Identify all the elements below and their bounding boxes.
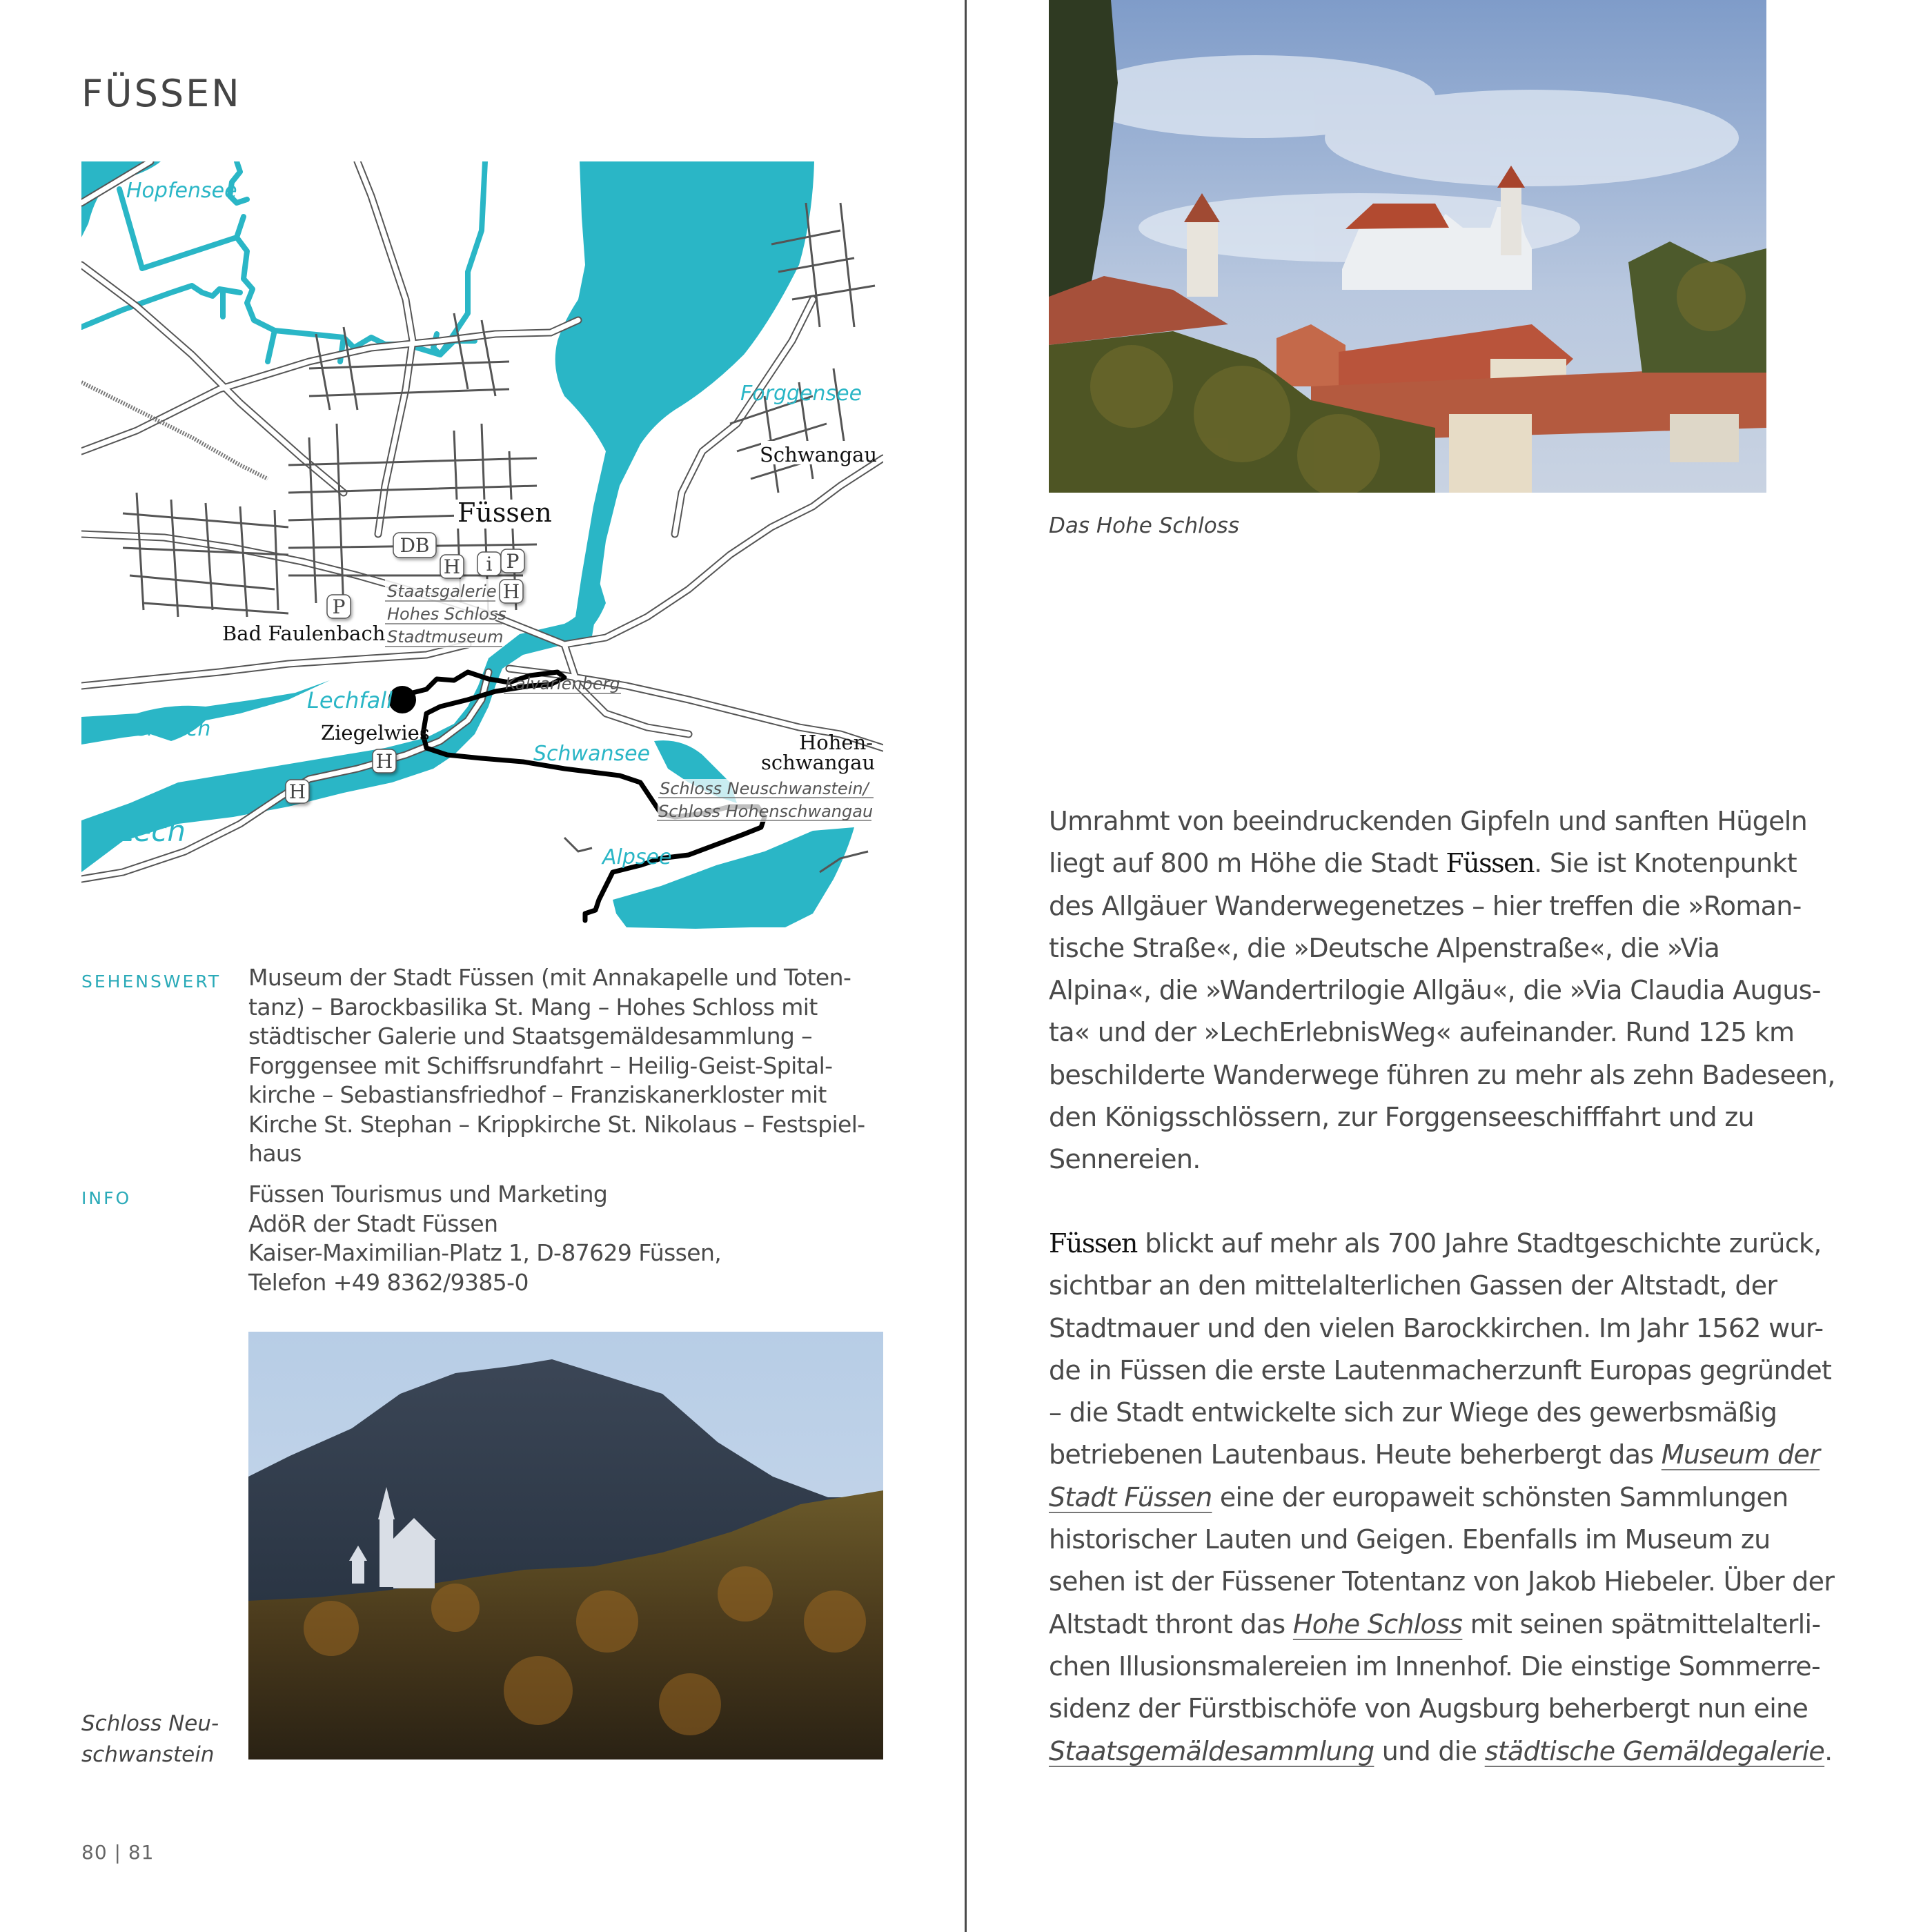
poi-stadtmuseum: Stadtmuseum [387,627,504,647]
place-name-fuessen: Füssen [1049,1228,1137,1259]
info-line: Füssen Tourismus und Marketing [248,1181,608,1208]
photo-neuschwanstein [248,1332,883,1759]
label-schwangau: Schwangau [760,443,878,466]
city-map [81,161,883,930]
text-span: . Sie ist Knotenpunkt [1534,848,1797,879]
text-span: eine der europaweit schönsten Sammlungen [1212,1481,1788,1512]
parking-icon [501,549,524,573]
label-bad-faulenbach: Bad Faulenbach [222,622,386,645]
section-label-info: INFO [81,1188,132,1208]
info-address: Kaiser-Maximilian-Platz 1, D-87629 Füssen, [248,1239,722,1266]
info-contact [248,1180,897,1297]
text-line [1049,1434,1863,1476]
sehenswert-line: tanz) – Barockbasilika St. Mang – Hohes Schloss mit [248,993,818,1021]
sehenswert-line: Museum der Stadt Füssen (mit Annakapelle und Toten- [248,964,851,991]
label-alpsee: Alpsee [602,845,672,869]
article-paragraph-2 [1049,1223,1863,1773]
text-line [1049,1731,1863,1773]
label-schwansee: Schwansee [533,742,651,766]
marker-p1: P [506,550,520,573]
text-line [1049,1477,1863,1519]
marker-h3: H [375,750,393,773]
bus-stop-icon [500,580,523,603]
marker-i: i [486,553,493,575]
label-lechfall: Lechfall [307,687,393,713]
label-fuessen: Füssen [457,497,552,528]
label-hopfensee: Hopfensee [126,179,237,203]
text-line: – die Stadt entwickelte sich zur Wiege des gewerbsmäßig [1049,1397,1777,1428]
page-numbers: 80 | 81 [81,1841,155,1864]
marker-h2: H [502,580,520,603]
railway [81,382,268,479]
text-line: sidenz der Fürstbischöfe von Augsburg beherbergt nun eine [1049,1693,1808,1724]
label-hohenschwangau-1: Hohen- [799,731,874,754]
marker-h1: H [443,555,461,578]
bus-stop-icon [373,749,396,773]
text-line: den Königsschlössern, zur Forggenseeschifffahrt und zu [1049,1102,1754,1133]
poi-neuschwanstein: Schloss Neuschwanstein/ [660,779,869,798]
text-line: Alpina«, die »Wandertrilogie Allgäu«, die »Via Claudia Augus- [1049,975,1821,1006]
marker-h4: H [288,780,306,803]
photo-hohes-schloss [1049,0,1766,493]
label-ziegelwies: Ziegelwies [321,721,430,745]
link-staedtische-gemaeldegalerie[interactable]: städtische Gemäldegalerie [1484,1735,1825,1766]
info-phone: Telefon +49 8362/9385-0 [248,1268,529,1296]
section-label-sehenswert: SEHENSWERT [81,972,221,992]
text-line: sichtbar an den mittelalterlichen Gassen der Altstadt, der [1049,1270,1777,1301]
page-title: FÜSSEN [81,72,241,115]
sehenswert-line: Forggensee mit Schiffsrundfahrt – Heilig-Geist-Spital- [248,1052,833,1079]
link-staatsgemaeldesammlung[interactable]: Staatsgemäldesammlung [1049,1735,1374,1766]
label-faulenbach: Faulenbach [91,717,211,741]
text-span: betriebenen Lautenbaus. Heute beherbergt das [1049,1439,1662,1470]
page-divider [965,0,967,1932]
poi-hohes-schloss: Hohes Schloss [387,604,506,624]
text-line [1049,1223,1863,1265]
text-line: Sennereien. [1049,1144,1201,1175]
place-name-fuessen: Füssen [1446,848,1535,879]
text-line: sehen ist der Füssener Totentanz von Jakob Hiebeler. Über der [1049,1566,1835,1597]
caption-line: schwanstein [81,1742,215,1767]
sehenswert-line: städtischer Galerie und Staatsgemäldesammlung – [248,1023,813,1049]
marker-p2: P [332,595,346,618]
info-icon [477,552,501,575]
caption-hohes-schloss: Das Hohe Schloss [1049,513,1239,538]
label-hohenschwangau-2: schwangau [761,751,876,774]
link-museum-der-stadt-fuessen-cont[interactable]: Stadt Füssen [1049,1481,1212,1512]
poi-hohenschwangau: Schloss Hohenschwangau [658,802,874,821]
text-span: liegt auf 800 m Höhe die Stadt [1049,848,1446,879]
text-span: Altstadt thront das [1049,1608,1293,1639]
text-span: und die [1374,1735,1485,1766]
link-hohe-schloss[interactable]: Hohe Schloss [1292,1608,1463,1639]
article-paragraph-1 [1049,800,1863,1181]
text-line [1049,842,1863,885]
poi-kalvarienberg: Kalvarienberg [505,674,620,693]
text-line: tische Straße«, die »Deutsche Alpenstraße«, die »Via [1049,932,1720,963]
text-line: de in Füssen die erste Lautenmacherzunft Europas gegründet [1049,1354,1832,1386]
sehenswert-line: kirche – Sebastiansfriedhof – Franziskanerkloster mit [248,1081,827,1108]
text-span: blickt auf mehr als 700 Jahre Stadtgeschichte zurück, [1136,1228,1822,1259]
label-forggensee: Forggensee [740,382,862,406]
label-lech: Lech [117,814,186,848]
sehenswert-list [248,963,897,1169]
text-line: beschilderte Wanderwege führen zu mehr als zehn Badeseen, [1049,1059,1835,1090]
text-line: chen Illusionsmalereien im Innenhof. Die einstige Sommerre- [1049,1650,1820,1682]
lake-alpsee [613,827,854,929]
text-line: des Allgäuer Wanderwegenetzes – hier treffen die »Roman- [1049,890,1802,921]
bus-stop-icon [286,780,309,803]
text-line: ta« und der »LechErlebnisWeg« aufeinander. Rund 125 km [1049,1017,1795,1048]
text-line: Umrahmt von beeindruckenden Gipfeln und sanften Hügeln [1049,806,1808,836]
text-line [1049,1604,1863,1646]
link-museum-der-stadt-fuessen[interactable]: Museum der [1661,1439,1820,1470]
bus-stop-icon [440,555,464,578]
train-station-icon [393,533,436,558]
parking-icon [327,595,351,618]
caption-neuschwanstein [81,1708,219,1771]
marker-db: DB [400,534,430,557]
poi-staatsgalerie: Staatsgalerie [387,582,497,601]
text-line: historischer Lauten und Geigen. Ebenfalls im Museum zu [1049,1524,1771,1555]
text-span: . [1824,1735,1833,1766]
text-line: Stadtmauer und den vielen Barockkirchen. Im Jahr 1562 wur- [1049,1312,1824,1343]
sehenswert-line: Kirche St. Stephan – Krippkirche St. Nikolaus – Festspiel- [248,1110,865,1138]
text-span: mit seinen spätmittelalterli- [1462,1608,1821,1639]
info-line: AdöR der Stadt Füssen [248,1210,498,1237]
sehenswert-line: haus [248,1140,302,1167]
caption-line: Schloss Neu- [81,1711,219,1736]
